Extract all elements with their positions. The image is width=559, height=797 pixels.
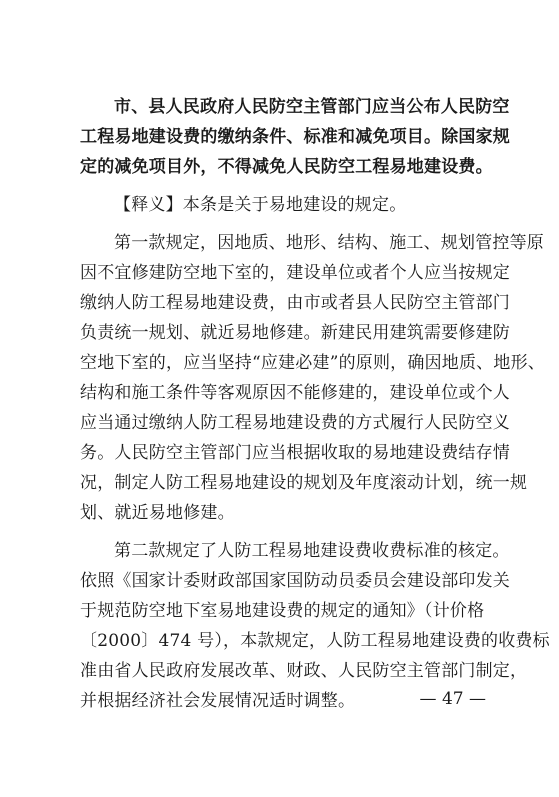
article-line: 定的减免项目外，不得减免人民防空工程易地建设费。	[80, 157, 493, 177]
page-number: — 47 —	[419, 689, 486, 709]
paragraph-line: 应当通过缴纳人防工程易地建设费的方式履行人民防空义	[80, 413, 510, 433]
article-line: 工程易地建设费的缴纳条件、标准和减免项目。除国家规	[80, 127, 510, 147]
paragraph-line: 准由省人民政府发展改革、财政、人民防空主管部门制定，	[80, 661, 528, 681]
page-body	[80, 92, 550, 716]
commentary-paragraph-1	[80, 228, 545, 528]
article-line: 市、县人民政府人民防空主管部门应当公布人民防空	[114, 97, 510, 117]
paragraph-line: 于规范防空地下室易地建设费的规定的通知》（计价格	[80, 601, 485, 621]
paragraph-line: 结构和施工条件等客观原因不能修建的，建设单位或个人	[80, 383, 510, 403]
paragraph-line: 第二款规定了人防工程易地建设费收费标准的核定。	[114, 541, 510, 561]
paragraph-line: 负责统一规划、就近易地修建。新建民用建筑需要修建防	[80, 323, 510, 343]
paragraph-line: 并根据经济社会发展情况适时调整。	[80, 691, 356, 711]
paragraph-line: 务。人民防空主管部门应当根据收取的易地建设费结存情	[80, 443, 510, 463]
paragraph-line: 〔2000〕474 号），本款规定，人防工程易地建设费的收费标	[80, 631, 550, 651]
paragraph-line: 况，制定人防工程易地建设的规划及年度滚动计划，统一规	[80, 473, 528, 493]
paragraph-line: 划、就近易地修建。	[80, 503, 235, 523]
paragraph-line: 依照《国家计委财政部国家国防动员委员会建设部印发关	[80, 571, 510, 591]
paragraph-line: 缴纳人防工程易地建设费，由市或者县人民防空主管部门	[80, 293, 510, 313]
paragraph-line: 第一款规定，因地质、地形、结构、施工、规划管控等原	[114, 233, 544, 253]
paragraph-line: 因不宜修建防空地下室的，建设单位或者个人应当按规定	[80, 263, 510, 283]
article-text	[80, 92, 510, 182]
commentary-intro: 【释义】本条是关于易地建设的规定。	[114, 195, 407, 215]
paragraph-line: 空地下室的，应当坚持“应建必建”的原则，确因地质、地形、	[80, 353, 545, 373]
